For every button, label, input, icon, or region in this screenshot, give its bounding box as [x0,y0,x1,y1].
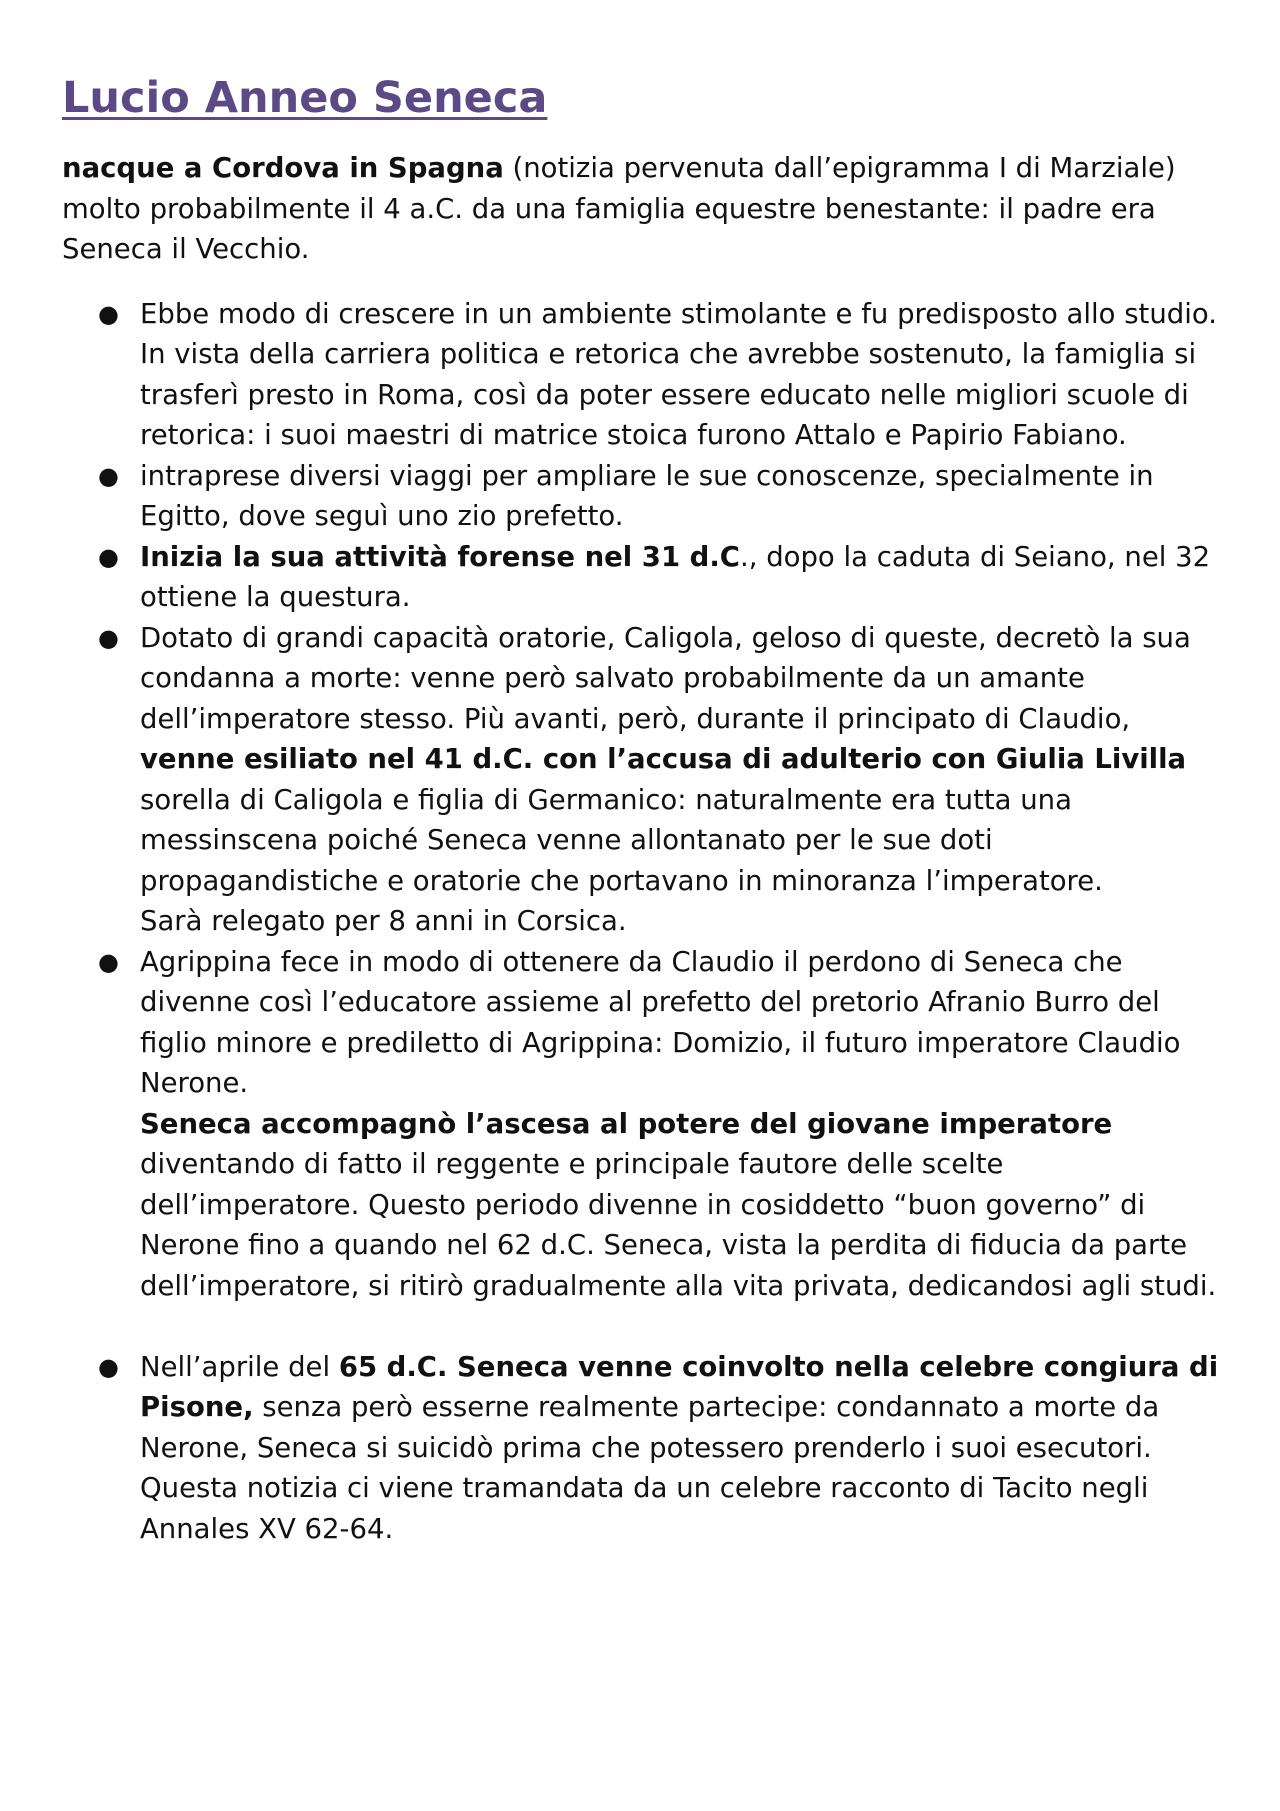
bullet-icon: ● [98,299,119,328]
intro-paragraph [62,148,1222,270]
list-item [62,456,1222,537]
list-item-text: Nell’aprile del [140,1350,339,1383]
list-item-text: Ebbe modo di crescere in un ambiente stimolante e fu predisposto allo studio. In vista della carriera politica e retorica che avrebbe sostenuto, la famiglia si trasferì presto in Roma, così da poter essere educato nelle migliori scuole di retorica: i suoi maestri di matrice stoica furono Attalo e Papirio Fabiano. [140,297,1217,451]
document-title: Lucio Anneo Seneca [62,73,548,123]
list-item [62,294,1222,456]
list-item-bold: 65 d.C. Seneca venne coinvolto nella celebre congiura di Pisone, [140,1350,1219,1423]
bullet-icon: ● [98,1352,119,1381]
list-item-text: ., dopo la caduta di Seiano, nel 32 ottiene la questura. [140,540,1211,613]
list-item-bold: venne esiliato nel 41 d.C. con l’accusa di adulterio con Giulia Livilla [140,743,1187,775]
list-item [62,942,1222,1307]
bullet-icon: ● [98,623,119,652]
list-item-bold: Seneca accompagnò l’ascesa al potere del giovane imperatore [140,1107,1113,1140]
list-item-text: intraprese diversi viaggi per ampliare le sue conoscenze, specialmente in Egitto, dove seguì uno zio prefetto. [140,459,1154,532]
list-item-bold: Inizia la sua attività forense nel 31 d.C [140,540,740,573]
list-item-text: sorella di Caligola e figlia di Germanico: naturalmente era tutta una messinscena poiché Seneca venne allontanato per le sue doti propagandistiche e oratorie che portavano in minoranza l’imperatore. [140,783,1103,897]
bullet-icon: ● [98,461,119,490]
list-item-text: diventando di fatto il reggente e principale fautore delle scelte dell’imperatore. Questo periodo divenne in cosiddetto “buon governo” di Nerone fino a quando nel 62 d.C. Seneca, vista la perdita di fiducia da parte dell’imperatore, si ritirò gradualmente alla vita privata, dedicandosi agli studi. [140,1148,1217,1302]
list-item-continuation [140,1104,1222,1307]
list-item [62,537,1222,618]
list-item-text: Agrippina fece in modo di ottenere da Claudio il perdono di Seneca che divenne così l’educatore assieme al prefetto del pretorio Afranio Burro del figlio minore e prediletto di Agrippina: Domizio, il futuro imperatore Claudio Nerone. [140,945,1181,1099]
document-page [62,68,1222,1549]
bullet-list [62,294,1222,1550]
list-item-text: senza però esserne realmente partecipe: condannato a morte da Nerone, Seneca si suicidò prima che potessero prenderlo i suoi esecutori. Questa notizia ci viene tramandata da un celebre racconto di Tacito negli Annales XV 62-64. [140,1391,1160,1545]
list-item [62,1347,1222,1550]
list-item-extra: Sarà relegato per 8 anni in Corsica. [140,905,627,937]
bullet-icon: ● [98,542,119,571]
intro-text: (notizia pervenuta dall’epigramma I di Marziale) molto probabilmente il 4 a.C. da una famiglia equestre benestante: il padre era Seneca il Vecchio. [62,152,1176,265]
list-item [62,618,1222,942]
intro-bold: nacque a Cordova in Spagna [62,152,504,184]
bullet-icon: ● [98,947,119,976]
list-item-text: Dotato di grandi capacità oratorie, Caligola, geloso di queste, decretò la sua condanna a morte: venne però salvato probabilmente da un amante dell’imperatore stesso. Più avanti, però, durante il principato di Claudio, [140,621,1191,735]
